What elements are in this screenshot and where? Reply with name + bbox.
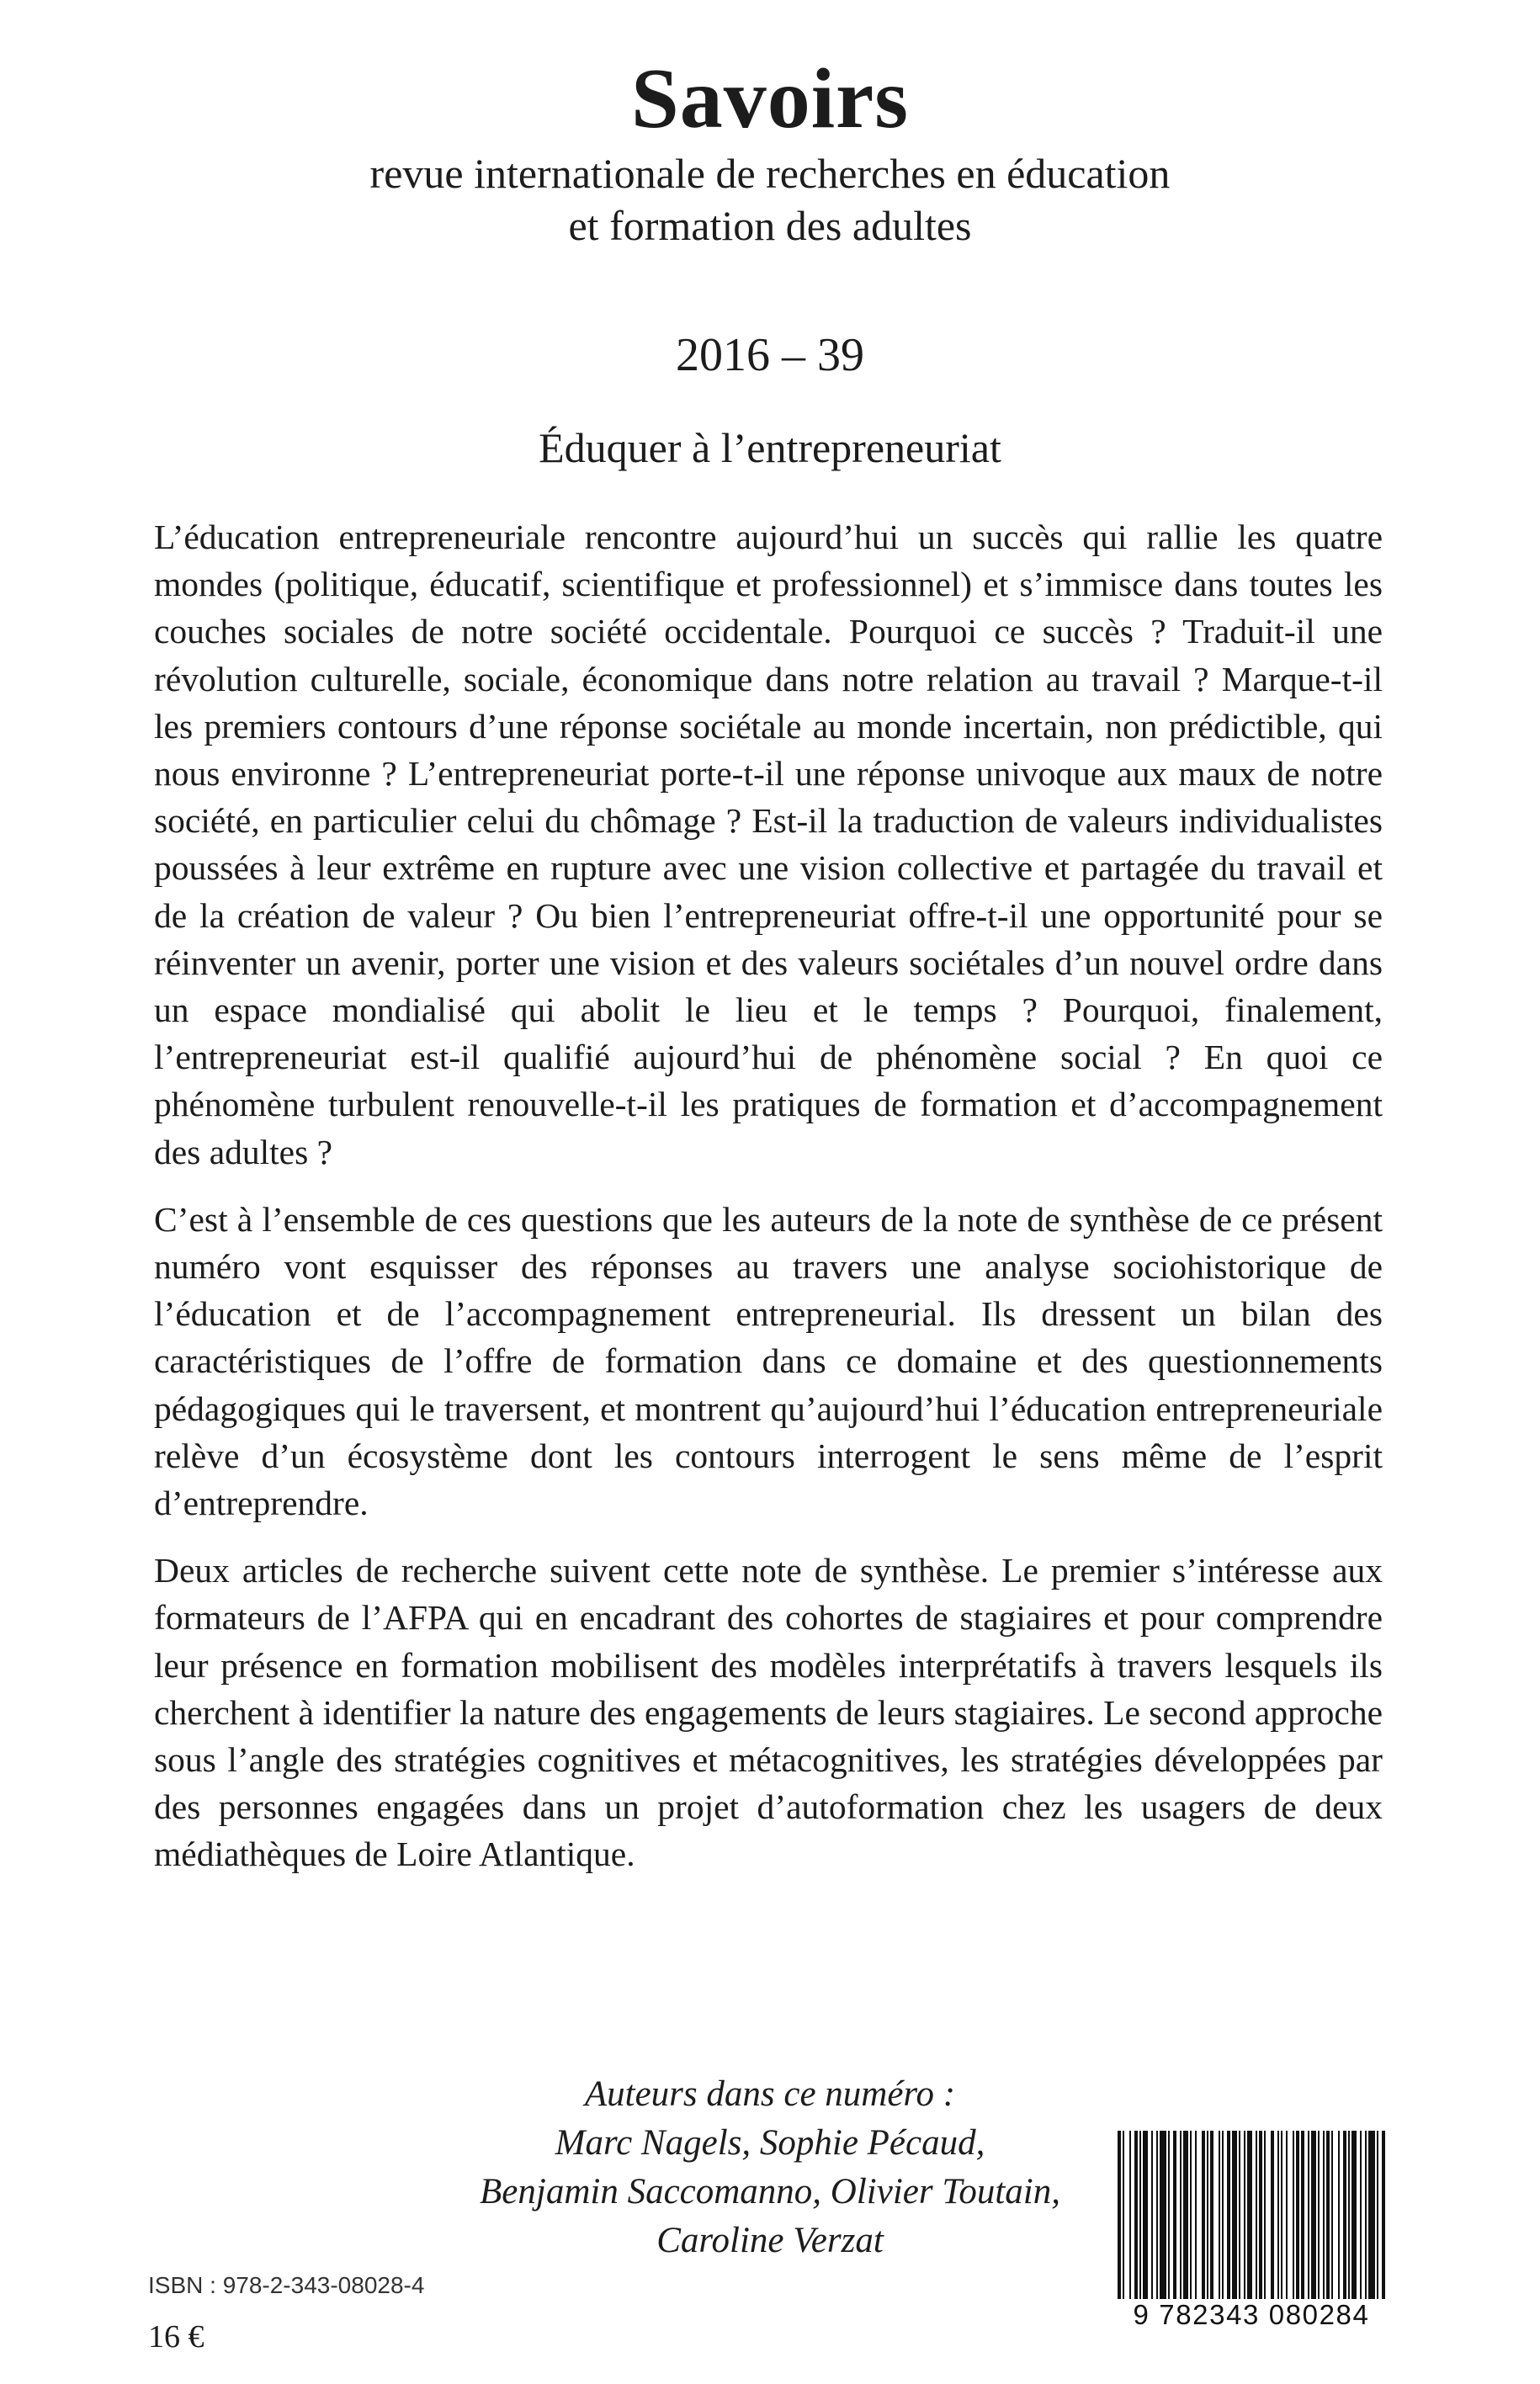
barcode-bar	[1293, 2131, 1294, 2312]
barcode-bar	[1365, 2131, 1367, 2312]
summary-text	[154, 513, 1383, 1898]
barcode-bar	[1351, 2131, 1357, 2312]
barcode-bar	[1244, 2131, 1245, 2312]
barcode-bar	[1323, 2131, 1325, 2312]
barcode-bar	[1202, 2131, 1205, 2312]
barcode-bar	[1281, 2131, 1282, 2312]
journal-subtitle-line-2: et formation des adultes	[568, 202, 972, 249]
isbn: ISBN : 978-2-343-08028-4	[148, 2272, 425, 2298]
authors-line-3: Caroline Verzat	[656, 2221, 884, 2260]
barcode-bars	[1113, 2131, 1390, 2312]
journal-subtitle	[0, 147, 1540, 252]
barcode-bar	[1247, 2131, 1252, 2312]
barcode-bar	[1180, 2131, 1182, 2312]
barcode-bar	[1256, 2131, 1257, 2312]
barcode-bar	[1277, 2131, 1279, 2312]
barcode-bar	[1318, 2131, 1320, 2312]
barcode-bar	[1239, 2131, 1240, 2312]
summary-paragraph-3: Deux articles de recherche suivent cette note de synthèse. Le premier s’intéresse aux formateurs de l’AFPA qui en encadrant des cohortes de stagiaires et pour comprendre leur présence en formation mobilisent des modèles interprétatifs à travers lesquels ils cherchent à identifier la nature des engagements de leurs stagiaires. Le second approche sous l’angle des stratégies cognitives et métacognitives, les stratégies développées par des personnes engagées dans un projet d’autoformation chez les usagers de deux médiathèques de Loire Atlantique.	[154, 1551, 1383, 1874]
barcode-bar	[1259, 2131, 1262, 2312]
barcode	[1113, 2131, 1390, 2341]
barcode-bar	[1139, 2131, 1141, 2312]
journal-subtitle-line-1: revue internationale de recherches en éducation	[369, 150, 1171, 197]
barcode-bar	[1311, 2131, 1316, 2312]
authors-line-2: Benjamin Saccomanno, Olivier Toutain,	[480, 2172, 1060, 2211]
journal-title: Savoirs	[630, 51, 910, 146]
barcode-bar	[1151, 2131, 1153, 2312]
barcode-bar	[1207, 2131, 1208, 2312]
barcode-bar	[1168, 2131, 1170, 2312]
issue-theme: Éduquer à l’entrepreneuriat	[539, 424, 1001, 471]
barcode-bar	[1264, 2131, 1266, 2312]
barcode-bar	[1368, 2131, 1375, 2312]
barcode-bar	[1331, 2131, 1333, 2312]
barcode-bar	[1338, 2131, 1340, 2312]
authors-block	[337, 2070, 1203, 2265]
barcode-bar	[1286, 2131, 1288, 2312]
barcode-bar	[1377, 2131, 1378, 2312]
authors-line-1: Marc Nagels, Sophie Pécaud,	[555, 2123, 985, 2163]
barcode-bar	[1227, 2131, 1230, 2312]
barcode-bar	[1118, 2131, 1121, 2312]
summary-paragraph-1: L’éducation entrepreneuriale rencontre aujourd’hui un succès qui rallie les quatre mondes (politique, éducatif, scientifique et professionnel) et s’immisce dans toutes les couches sociales de notre société occidentale. Pourquoi ce succès ? Traduit-il une révolution culturelle, sociale, économique dans notre relation au travail ? Marque-t-il les premiers contours d’une réponse sociétale au monde incertain, non prédictible, qui nous environne ? L’entrepreneuriat porte-t-il une réponse univoque aux maux de notre société, en particulier celui du chômage ? Est-il la traduction de valeurs individualistes poussées à leur extrême en rupture avec une vision collective et partagée du travail et de la création de valeur ? Ou bien l’entrepreneuriat offre-t-il une opportunité pour se réinventer un avenir, porter une vision et des valeurs sociétales d’un nouvel ordre dans un espace mondialisé qui abolit le lieu et le temps ? Pourquoi, finalement, l’entrepreneuriat est-il qualifié aujourd’hui de phénomène social ? En quoi ce phénomène turbulent renouvelle-t-il les pratiques de formation et d’accompagnement des adultes ?	[154, 518, 1383, 1171]
barcode-bar	[1382, 2131, 1385, 2312]
barcode-bar	[1183, 2131, 1188, 2312]
barcode-bar	[1173, 2131, 1176, 2312]
barcode-bar	[1160, 2131, 1166, 2312]
barcode-bar	[1156, 2131, 1158, 2312]
barcode-bar	[1210, 2131, 1213, 2312]
barcode-bar	[1195, 2131, 1197, 2312]
barcode-bar	[1308, 2131, 1309, 2312]
barcode-bar	[1301, 2131, 1304, 2312]
barcode-bar	[1143, 2131, 1148, 2312]
barcode-digits: 9 782343 080284	[1113, 2299, 1390, 2331]
barcode-bar	[1360, 2131, 1362, 2312]
price: 16 €	[148, 2319, 204, 2355]
issue-number: 2016 – 39	[676, 329, 864, 381]
barcode-bar	[1190, 2131, 1192, 2312]
barcode-bar	[1219, 2131, 1220, 2312]
barcode-bar	[1134, 2131, 1138, 2312]
barcode-bar	[1343, 2131, 1346, 2312]
barcode-bar	[1123, 2131, 1124, 2312]
barcode-bar	[1296, 2131, 1299, 2312]
barcode-bar	[1348, 2131, 1350, 2312]
barcode-bar	[1326, 2131, 1330, 2312]
barcode-bar	[1222, 2131, 1224, 2312]
summary-paragraph-2: C’est à l’ensemble de ces questions que les auteurs de la note de synthèse de ce présent numéro vont esquisser des réponses au travers une analyse sociohistorique de l’éducation et de l’accompagnement entrepreneurial. Ils dressent un bilan des caractéristiques de l’offre de formation dans ce domaine et des questionnements pédagogiques qui le traversent, et montrent qu’aujourd’hui l’éducation entrepreneuriale relève d’un écosystème dont les contours interrogent le sens même de l’esprit d’entreprendre.	[154, 1199, 1383, 1523]
barcode-bar	[1271, 2131, 1274, 2312]
authors-heading: Auteurs dans ce numéro :	[584, 2074, 956, 2114]
barcode-bar	[1232, 2131, 1237, 2312]
barcode-bar	[1129, 2131, 1131, 2312]
